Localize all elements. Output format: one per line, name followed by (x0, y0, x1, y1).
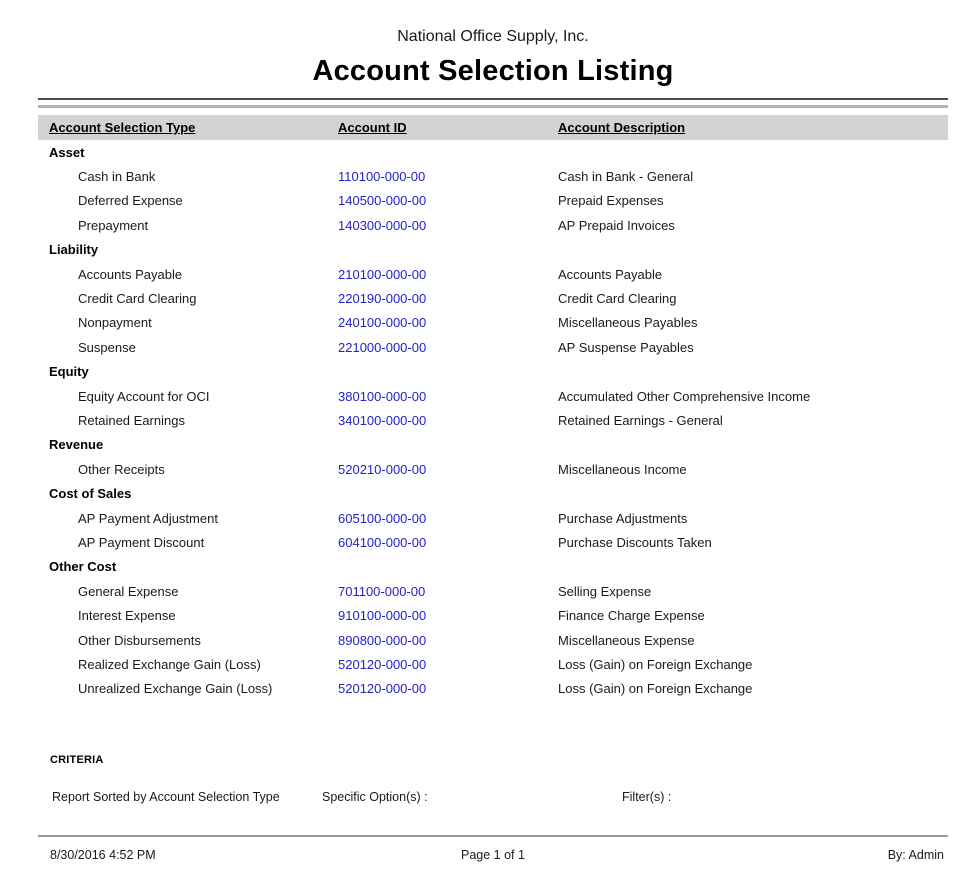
account-id-link[interactable]: 140500-000-00 (338, 193, 427, 209)
group-header-row (38, 481, 948, 505)
account-id-cell (338, 511, 558, 526)
account-id-cell (338, 389, 558, 404)
account-description: Loss (Gain) on Foreign Exchange (558, 681, 753, 697)
account-selection-type: Other Receipts (78, 461, 165, 477)
account-id-cell (338, 633, 558, 648)
account-selection-type: Prepayment (78, 217, 149, 233)
column-header-account-description: Account Description (558, 120, 686, 135)
account-id-link[interactable]: 240100-000-00 (338, 315, 427, 331)
footer-datetime: 8/30/2016 4:52 PM (50, 848, 156, 862)
table-header-row (38, 115, 948, 140)
account-id-cell (338, 462, 558, 477)
account-description: Accounts Payable (558, 266, 663, 282)
footer-divider (38, 835, 948, 837)
account-description: AP Suspense Payables (558, 339, 694, 355)
table-row (38, 213, 948, 237)
account-id-link[interactable]: 220190-000-00 (338, 291, 427, 307)
footer-row (38, 848, 948, 862)
table-row (38, 164, 948, 188)
table-row (38, 457, 948, 481)
group-name: Other Cost (49, 559, 117, 575)
account-id-link[interactable]: 380100-000-00 (338, 388, 427, 404)
account-description: Loss (Gain) on Foreign Exchange (558, 656, 753, 672)
account-description: Purchase Discounts Taken (558, 534, 712, 550)
account-selection-type: AP Payment Adjustment (78, 510, 218, 526)
account-id-link[interactable]: 210100-000-00 (338, 266, 427, 282)
account-id-cell (338, 315, 558, 330)
column-header-selection-type: Account Selection Type (49, 120, 196, 135)
criteria-filters-label: Filter(s) : (622, 790, 672, 804)
account-id-link[interactable]: 221000-000-00 (338, 339, 427, 355)
account-id-cell (338, 340, 558, 355)
account-selection-type: Suspense (78, 339, 136, 355)
criteria-heading: CRITERIA (50, 754, 104, 766)
account-id-link[interactable]: 140300-000-00 (338, 217, 427, 233)
criteria-specific-options-label: Specific Option(s) : (322, 790, 428, 804)
column-header-account-id: Account ID (338, 120, 407, 135)
account-id-cell (338, 608, 558, 623)
title-divider-light (38, 105, 948, 108)
table-row (38, 335, 948, 359)
account-table (38, 140, 948, 701)
account-id-link[interactable]: 340100-000-00 (338, 412, 427, 428)
group-header-row (38, 360, 948, 384)
table-row (38, 506, 948, 530)
footer-page-number: Page 1 of 1 (461, 848, 525, 862)
table-row (38, 628, 948, 652)
group-header-row (38, 238, 948, 262)
account-id-cell (338, 193, 558, 208)
table-row (38, 652, 948, 676)
footer-created-by: By: Admin (887, 848, 944, 862)
account-id-cell (338, 584, 558, 599)
account-selection-type: Interest Expense (78, 608, 176, 624)
account-description: Finance Charge Expense (558, 608, 705, 624)
account-id-cell (338, 681, 558, 696)
account-id-link[interactable]: 605100-000-00 (338, 510, 427, 526)
table-row (38, 677, 948, 701)
account-id-link[interactable]: 520120-000-00 (338, 656, 427, 672)
page-title: Account Selection Listing (312, 55, 674, 87)
group-name: Cost of Sales (49, 486, 132, 502)
account-id-link[interactable]: 604100-000-00 (338, 534, 427, 550)
table-row (38, 189, 948, 213)
account-description: Miscellaneous Expense (558, 632, 695, 648)
table-row (38, 262, 948, 286)
account-id-cell (338, 291, 558, 306)
account-id-cell (338, 218, 558, 233)
account-description: Credit Card Clearing (558, 291, 677, 307)
group-name: Asset (49, 144, 85, 160)
account-id-cell (338, 413, 558, 428)
account-selection-type: Realized Exchange Gain (Loss) (78, 656, 261, 672)
table-row (38, 530, 948, 554)
company-name: National Office Supply, Inc. (397, 28, 589, 45)
account-id-link[interactable]: 520210-000-00 (338, 461, 427, 477)
account-description: Cash in Bank - General (558, 169, 694, 185)
account-selection-type: Deferred Expense (78, 193, 183, 209)
account-description: Miscellaneous Payables (558, 315, 698, 331)
account-selection-type: AP Payment Discount (78, 534, 205, 550)
account-selection-type: Credit Card Clearing (78, 291, 197, 307)
account-description: Prepaid Expenses (558, 193, 664, 209)
table-row (38, 579, 948, 603)
account-id-cell (338, 267, 558, 282)
group-header-row (38, 433, 948, 457)
criteria-row (38, 790, 948, 804)
criteria-sorted-by: Report Sorted by Account Selection Type (52, 790, 280, 804)
account-selection-type: Accounts Payable (78, 266, 183, 282)
account-selection-type: General Expense (78, 583, 179, 599)
account-description: Miscellaneous Income (558, 461, 687, 477)
account-id-link[interactable]: 910100-000-00 (338, 608, 427, 624)
group-header-row (38, 140, 948, 164)
group-name: Liability (49, 242, 99, 258)
table-row (38, 311, 948, 335)
account-description: Retained Earnings - General (558, 412, 723, 428)
account-id-cell (338, 535, 558, 550)
table-row (38, 286, 948, 310)
account-id-link[interactable]: 520120-000-00 (338, 681, 427, 697)
account-description: Accumulated Other Comprehensive Income (558, 388, 811, 404)
account-id-link[interactable]: 890800-000-00 (338, 632, 427, 648)
account-description: AP Prepaid Invoices (558, 217, 675, 233)
account-selection-type: Nonpayment (78, 315, 152, 331)
group-name: Revenue (49, 437, 104, 453)
account-id-link[interactable]: 110100-000-00 (338, 169, 426, 185)
group-name: Equity (49, 364, 89, 380)
account-selection-type: Equity Account for OCI (78, 388, 210, 404)
account-selection-type: Cash in Bank (78, 169, 156, 185)
account-selection-type: Other Disbursements (78, 632, 201, 648)
account-description: Selling Expense (558, 583, 652, 599)
table-row (38, 603, 948, 627)
account-id-cell (338, 657, 558, 672)
account-id-link[interactable]: 701100-000-00 (338, 583, 426, 599)
account-description: Purchase Adjustments (558, 510, 688, 526)
account-selection-type: Retained Earnings (78, 412, 185, 428)
title-divider-dark (38, 98, 948, 100)
account-selection-type: Unrealized Exchange Gain (Loss) (78, 681, 273, 697)
account-id-cell (338, 169, 558, 184)
table-row (38, 384, 948, 408)
table-row (38, 408, 948, 432)
group-header-row (38, 555, 948, 579)
